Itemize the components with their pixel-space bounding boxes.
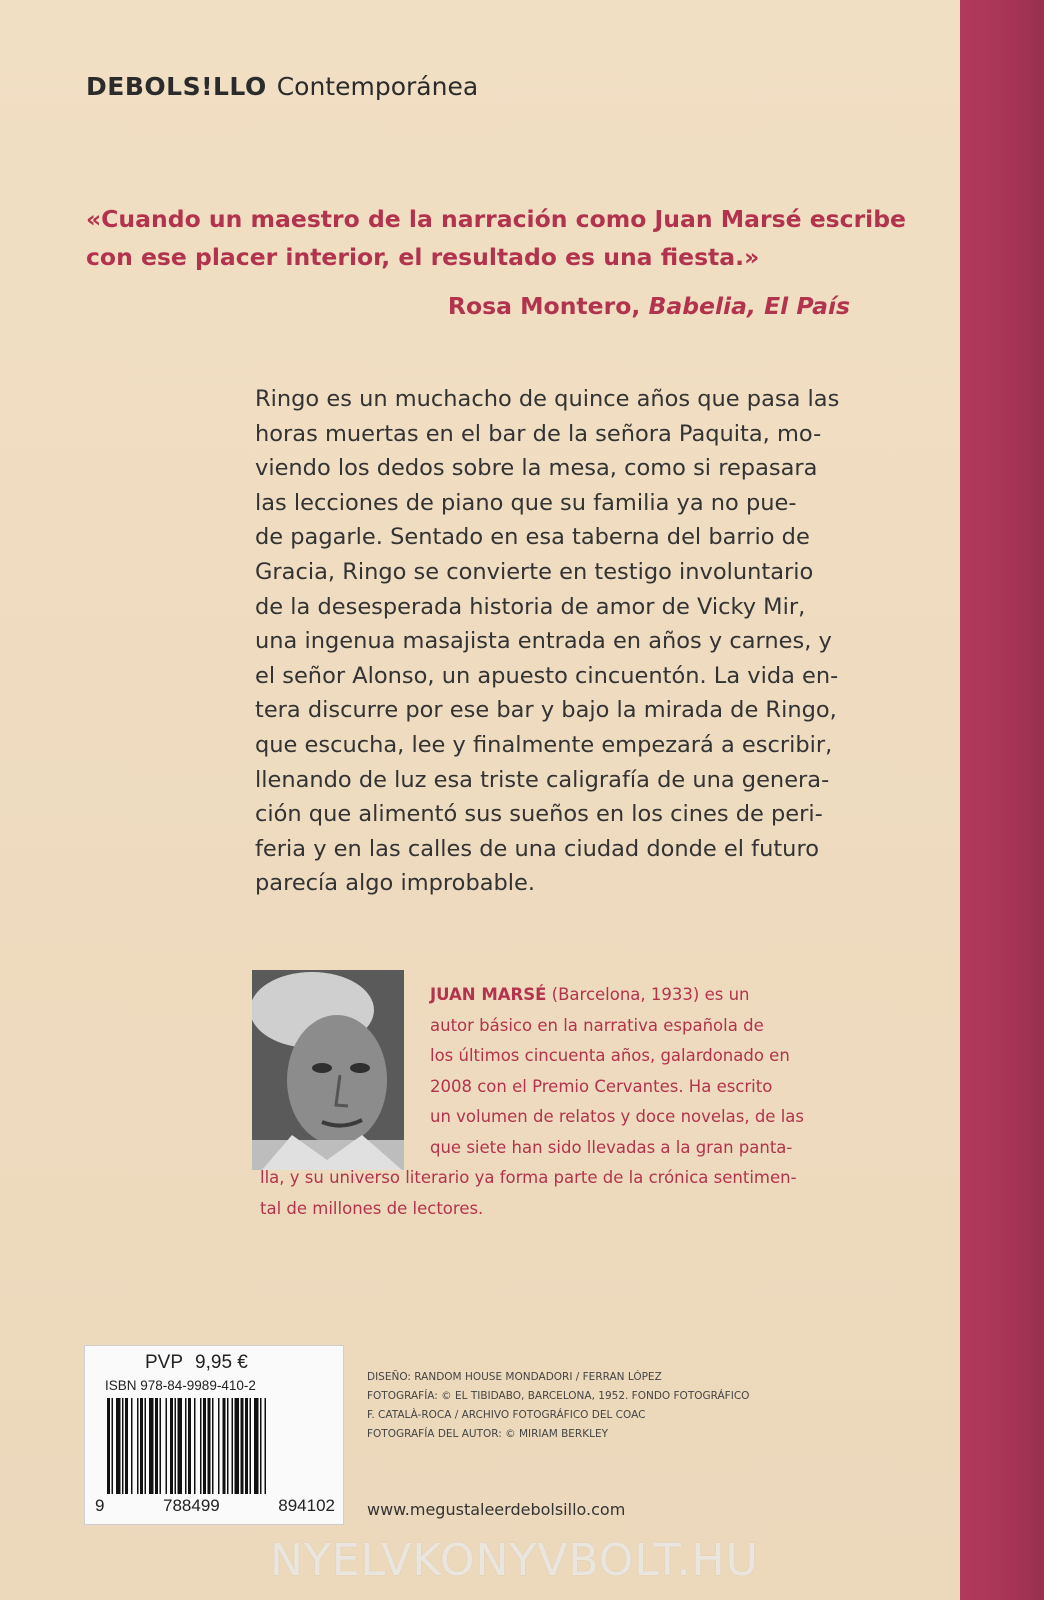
publisher-name: DEBOLS!LLO xyxy=(86,72,267,101)
quote-author: Rosa Montero, xyxy=(447,292,641,320)
synopsis xyxy=(255,382,865,901)
synopsis-line: una ingenua masajista entrada en años y carnes, y xyxy=(255,628,832,655)
synopsis-line: feria y en las calles de una ciudad donde el futuro xyxy=(255,835,819,862)
isbn-text: ISBN 978-84-9989-410-2 xyxy=(105,1378,256,1393)
credit-line: DISEÑO: RANDOM HOUSE MONDADORI / FERRAN LÓPEZ xyxy=(367,1371,662,1383)
publisher-brand xyxy=(86,72,478,101)
bio-first-line: (Barcelona, 1933) es un xyxy=(546,985,750,1004)
barcode-label xyxy=(84,1345,344,1525)
author-bio-continued xyxy=(260,1163,840,1224)
bio-line: 2008 con el Premio Cervantes. Ha escrito xyxy=(430,1076,773,1096)
barcode-digit-group: 788499 xyxy=(163,1496,220,1515)
series-name: Contemporánea xyxy=(276,72,479,101)
quote-attribution xyxy=(448,292,850,320)
watermark: NYELVKONYVBOLT.HU xyxy=(270,1535,759,1586)
bio-line: lla, y su universo literario ya forma parte de la crónica sentimen- xyxy=(260,1168,797,1187)
price-label: PVP xyxy=(145,1352,184,1373)
author-name: JUAN MARSÉ xyxy=(430,985,547,1004)
quote-line: con ese placer interior, el resultado es una fiesta.» xyxy=(86,243,760,271)
book-spine xyxy=(960,0,1044,1600)
synopsis-line: ción que alimentó sus sueños en los cines de peri- xyxy=(255,801,823,828)
quote-line: «Cuando un maestro de la narración como Juan Marsé escribe xyxy=(86,205,906,233)
synopsis-line: el señor Alonso, un apuesto cincuentón. La vida en- xyxy=(255,662,839,689)
synopsis-line: Ringo es un muchacho de quince años que pasa las xyxy=(255,386,840,412)
bio-line: que siete han sido llevadas a la gran panta- xyxy=(430,1137,793,1157)
bio-line: un volumen de relatos y doce novelas, de las xyxy=(430,1107,804,1126)
blurb-quote xyxy=(86,200,906,276)
credit-line: FOTOGRAFÍA DEL AUTOR: © MIRIAM BERKLEY xyxy=(367,1428,609,1440)
synopsis-line: que escucha, lee y finalmente empezará a escribir, xyxy=(255,731,833,758)
credit-line: F. CATALÀ-ROCA / ARCHIVO FOTOGRÁFICO DEL COAC xyxy=(367,1409,646,1421)
credit-line: FOTOGRAFÍA: © EL TIBIDABO, BARCELONA, 1952. FONDO FOTOGRÁFICO xyxy=(367,1390,750,1402)
bio-line xyxy=(430,980,840,1011)
barcode-digit-group: 9 xyxy=(95,1496,105,1515)
synopsis-line: Gracia, Ringo se convierte en testigo involuntario xyxy=(255,558,814,585)
price-value: 9,95 € xyxy=(195,1352,248,1373)
synopsis-line: de la desesperada historia de amor de Vicky Mir, xyxy=(255,593,806,620)
credits xyxy=(367,1368,847,1444)
synopsis-line: parecía algo improbable. xyxy=(255,870,536,897)
synopsis-line: viendo los dedos sobre la mesa, como si repasara xyxy=(255,455,818,482)
synopsis-line: horas muertas en el bar de la señora Paquita, mo- xyxy=(255,420,822,447)
synopsis-line: llenando de luz esa triste caligrafía de una genera- xyxy=(255,766,830,793)
publisher-website: www.megustaleerdebolsillo.com xyxy=(367,1500,626,1519)
price-tag xyxy=(145,1352,248,1374)
synopsis-line: tera discurre por ese bar y bajo la mirada de Ringo, xyxy=(255,697,837,724)
bio-line: autor básico en la narrativa española de xyxy=(430,1015,764,1035)
bio-line: los últimos cincuenta años, galardonado en xyxy=(430,1046,790,1065)
synopsis-line: de pagarle. Sentado en esa taberna del barrio de xyxy=(255,524,810,551)
barcode-digits xyxy=(95,1496,335,1516)
quote-source: Babelia, El País xyxy=(648,292,850,320)
author-bio xyxy=(430,980,840,1163)
barcode-digit-group: 894102 xyxy=(278,1496,335,1515)
bio-line: tal de millones de lectores. xyxy=(260,1198,484,1218)
author-photo xyxy=(252,970,404,1170)
barcode-bars xyxy=(105,1398,325,1494)
synopsis-line: las lecciones de piano que su familia ya no pue- xyxy=(255,489,797,516)
